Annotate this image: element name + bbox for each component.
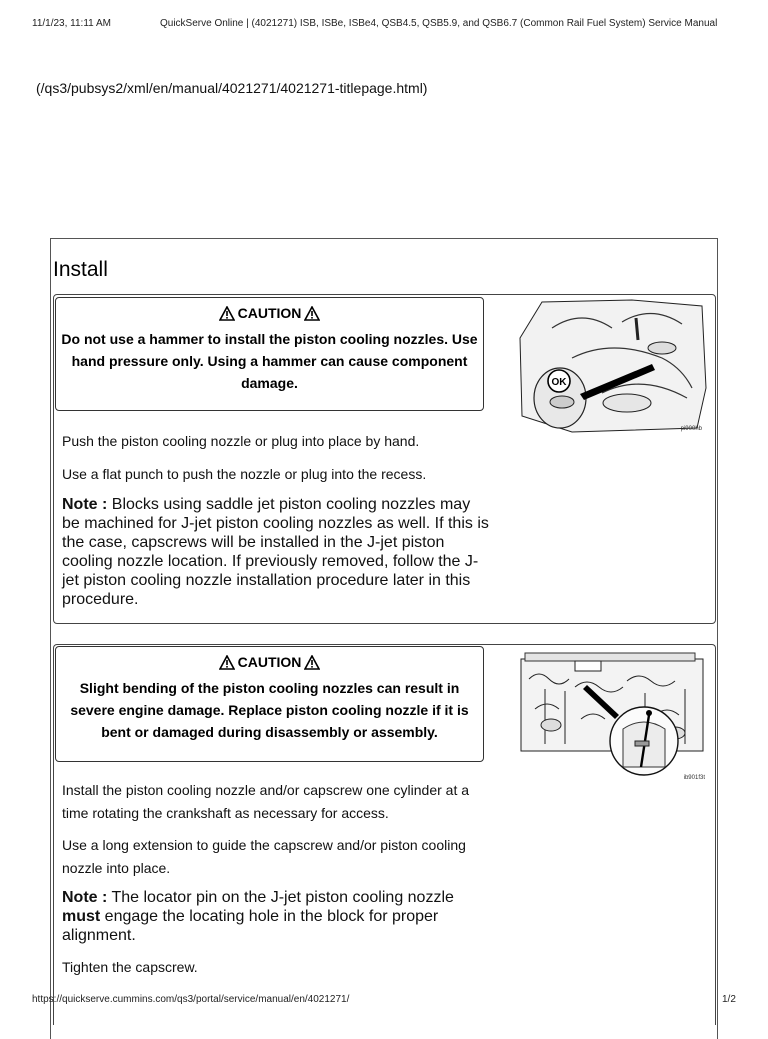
note-paragraph bbox=[62, 888, 492, 945]
caution-text: Slight bending of the piston cooling nozzles can result in severe engine damage. Replace piston cooling nozzle if it is bent or damaged during disassembly or assembly. bbox=[70, 680, 469, 740]
caution-text: Do not use a hammer to install the piston cooling nozzles. Use hand pressure only. Using a hammer can cause component damage. bbox=[61, 331, 478, 391]
instruction-text: Tighten the capscrew. bbox=[62, 959, 198, 975]
print-footer-page: 1/2 bbox=[722, 994, 736, 1005]
figure-id: ib901f3t bbox=[683, 775, 705, 781]
caution-label: CAUTION bbox=[237, 654, 302, 670]
note-label: Note : bbox=[62, 889, 108, 906]
warning-triangle-icon bbox=[304, 655, 320, 670]
print-header-datetime: 11/1/23, 11:11 AM bbox=[32, 18, 111, 29]
warning-triangle-icon bbox=[304, 306, 320, 321]
note-paragraph bbox=[62, 495, 492, 609]
instruction-text: Use a flat punch to push the nozzle or plug into the recess. bbox=[62, 466, 427, 482]
nozzle-install-figure bbox=[512, 298, 709, 434]
caution-label: CAUTION bbox=[237, 305, 302, 321]
warning-triangle-icon bbox=[219, 655, 235, 670]
figure-id: pi900hb bbox=[680, 426, 702, 432]
instruction-text: Use a long extension to guide the capscrew and/or piston cooling nozzle into place. bbox=[62, 837, 466, 876]
ok-label: OK bbox=[551, 377, 567, 388]
instruction-text: Push the piston cooling nozzle or plug into place by hand. bbox=[62, 433, 420, 449]
warning-triangle-icon bbox=[219, 306, 235, 321]
note-text: The locator pin on the J-jet piston cooling nozzle bbox=[107, 889, 454, 906]
instruction-text: Install the piston cooling nozzle and/or capscrew one cylinder at a time rotating the crankshaft as necessary for access. bbox=[62, 782, 470, 821]
section-title: Install bbox=[53, 258, 108, 281]
caution-box-2 bbox=[55, 646, 484, 762]
print-header-title: QuickServe Online | (4021271) ISB, ISBe, ISBe4, QSB4.5, QSB5.9, and QSB6.7 (Common Rail Fuel System) Service Manual bbox=[160, 18, 718, 29]
note-label: Note : bbox=[62, 496, 108, 513]
note-emphasis: must bbox=[62, 908, 101, 925]
capscrew-install-figure bbox=[515, 649, 710, 782]
titlepage-path-link[interactable]: (/qs3/pubsys2/xml/en/manual/4021271/4021271-titlepage.html) bbox=[36, 80, 428, 96]
note-text: engage the locating hole in the block for proper alignment. bbox=[62, 908, 439, 944]
note-text: Blocks using saddle jet piston cooling nozzles may be machined for J-jet piston cooling nozzles as well. If this is the case, capscrews will be installed in the J-jet piston cooling nozzle location. If previously removed, follow the J-jet piston cooling nozzle installation procedure later in this procedure. bbox=[62, 496, 489, 608]
caution-box-1 bbox=[55, 297, 484, 411]
print-footer-url: https://quickserve.cummins.com/qs3/portal/service/manual/en/4021271/ bbox=[32, 994, 350, 1005]
